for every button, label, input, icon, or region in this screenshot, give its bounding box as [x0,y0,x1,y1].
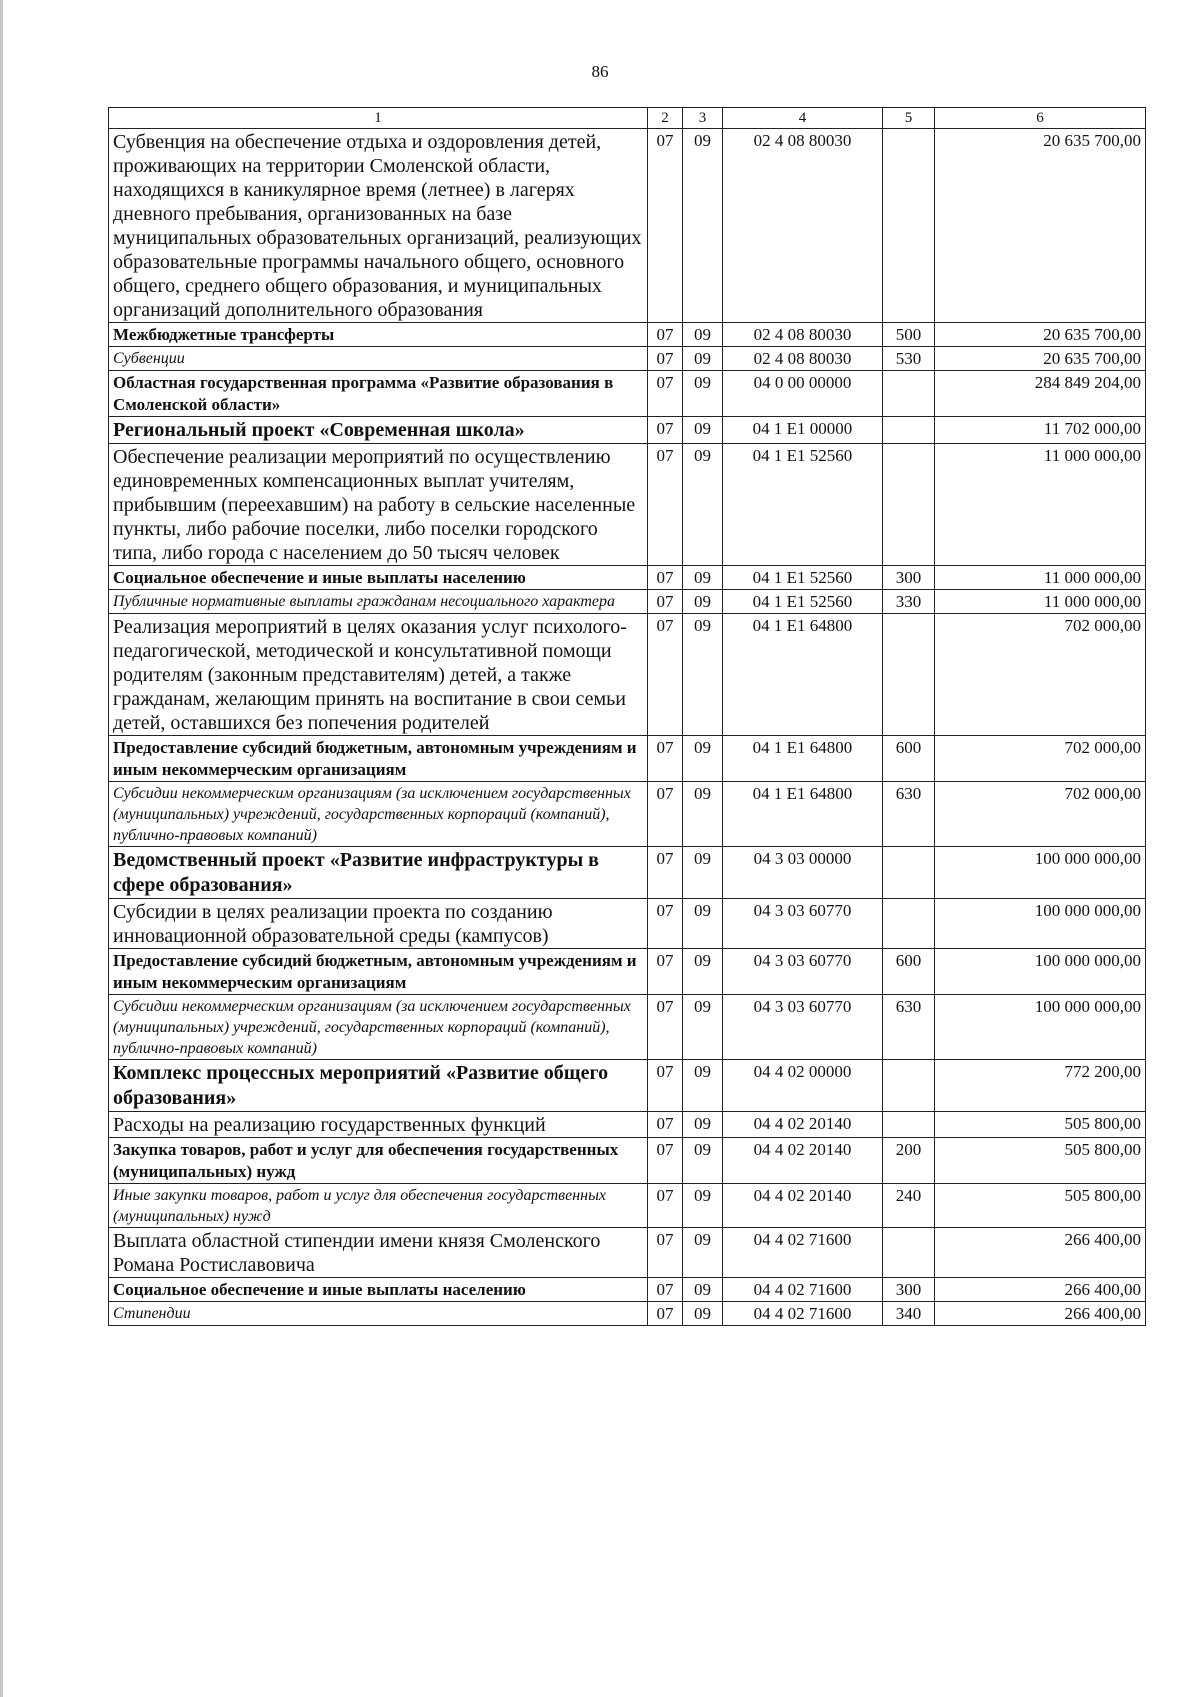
table-row [109,995,1146,1060]
subsection-code-cell: 09 [683,782,723,847]
section-code-cell: 07 [648,590,683,614]
expense-type-cell: 300 [883,1278,935,1302]
section-code-cell: 07 [648,323,683,347]
expense-type-cell [883,899,935,949]
target-article-cell: 04 1 E1 64800 [723,614,883,736]
row-name-cell: Закупка товаров, работ и услуг для обеспечения государственных (муниципальных) нужд [109,1138,648,1184]
amount-cell: 11 000 000,00 [935,566,1146,590]
subsection-code-cell: 09 [683,1184,723,1228]
expense-type-cell: 600 [883,736,935,782]
table-row [109,417,1146,444]
row-name-cell: Публичные нормативные выплаты гражданам несоциального характера [109,590,648,614]
target-article-cell: 04 4 02 20140 [723,1184,883,1228]
target-article-cell: 02 4 08 80030 [723,323,883,347]
table-row [109,444,1146,566]
budget-table [108,107,1146,1326]
expense-type-cell [883,129,935,323]
target-article-cell: 02 4 08 80030 [723,129,883,323]
amount-cell: 702 000,00 [935,736,1146,782]
row-name-cell: Региональный проект «Современная школа» [109,417,648,444]
expense-type-cell: 530 [883,347,935,371]
section-code-cell: 07 [648,1278,683,1302]
expense-type-cell: 330 [883,590,935,614]
table-row [109,129,1146,323]
target-article-cell: 04 1 E1 00000 [723,417,883,444]
section-code-cell: 07 [648,782,683,847]
section-code-cell: 07 [648,899,683,949]
target-article-cell: 02 4 08 80030 [723,347,883,371]
subsection-code-cell: 09 [683,995,723,1060]
expense-type-cell: 600 [883,949,935,995]
row-name-cell: Субсидии некоммерческим организациям (за исключением государственных (муниципальных) учреждений, государственных корпораций (компаний), публично-правовых компаний) [109,995,648,1060]
subsection-code-cell: 09 [683,1060,723,1112]
table-row [109,347,1146,371]
subsection-code-cell: 09 [683,847,723,899]
row-name-cell: Межбюджетные трансферты [109,323,648,347]
subsection-code-cell: 09 [683,949,723,995]
target-article-cell: 04 1 E1 52560 [723,566,883,590]
table-row [109,847,1146,899]
amount-cell: 266 400,00 [935,1278,1146,1302]
target-article-cell: 04 4 02 71600 [723,1302,883,1326]
row-name-cell: Областная государственная программа «Развитие образования в Смоленской области» [109,371,648,417]
table-row [109,782,1146,847]
amount-cell: 11 702 000,00 [935,417,1146,444]
section-code-cell: 07 [648,129,683,323]
table-row [109,1184,1146,1228]
expense-type-cell: 300 [883,566,935,590]
section-code-cell: 07 [648,1228,683,1278]
header-cell: 6 [935,108,1146,129]
expense-type-cell [883,1112,935,1138]
target-article-cell: 04 4 02 71600 [723,1278,883,1302]
amount-cell: 100 000 000,00 [935,995,1146,1060]
header-cell: 3 [683,108,723,129]
row-name-cell: Социальное обеспечение и иные выплаты населению [109,566,648,590]
target-article-cell: 04 1 E1 52560 [723,590,883,614]
section-code-cell: 07 [648,566,683,590]
target-article-cell: 04 4 02 71600 [723,1228,883,1278]
subsection-code-cell: 09 [683,1302,723,1326]
amount-cell: 100 000 000,00 [935,899,1146,949]
header-cell: 5 [883,108,935,129]
table-row [109,1138,1146,1184]
amount-cell: 20 635 700,00 [935,129,1146,323]
row-name-cell: Ведомственный проект «Развитие инфраструктуры в сфере образования» [109,847,648,899]
amount-cell: 772 200,00 [935,1060,1146,1112]
expense-type-cell [883,1060,935,1112]
subsection-code-cell: 09 [683,1112,723,1138]
amount-cell: 266 400,00 [935,1302,1146,1326]
expense-type-cell [883,417,935,444]
target-article-cell: 04 3 03 60770 [723,899,883,949]
table-row [109,323,1146,347]
subsection-code-cell: 09 [683,899,723,949]
table-row [109,1228,1146,1278]
table-row [109,590,1146,614]
section-code-cell: 07 [648,1112,683,1138]
subsection-code-cell: 09 [683,371,723,417]
subsection-code-cell: 09 [683,736,723,782]
table-row [109,1060,1146,1112]
row-name-cell: Субсидии в целях реализации проекта по созданию инновационной образовательной среды (кампусов) [109,899,648,949]
header-cell: 1 [109,108,648,129]
target-article-cell: 04 4 02 00000 [723,1060,883,1112]
row-name-cell: Социальное обеспечение и иные выплаты населению [109,1278,648,1302]
header-cell: 4 [723,108,883,129]
header-row [109,108,1146,129]
table-row [109,1302,1146,1326]
row-name-cell: Обеспечение реализации мероприятий по осуществлению единовременных компенсационных выплат учителям, прибывшим (переехавшим) на работу в сельские населенные пункты, либо рабочие поселки, либо поселки городского типа, либо города с населением до 50 тысяч человек [109,444,648,566]
amount-cell: 702 000,00 [935,782,1146,847]
target-article-cell: 04 1 E1 64800 [723,736,883,782]
amount-cell: 505 800,00 [935,1112,1146,1138]
subsection-code-cell: 09 [683,566,723,590]
expense-type-cell [883,444,935,566]
expense-type-cell [883,847,935,899]
expense-type-cell: 340 [883,1302,935,1326]
row-name-cell: Субсидии некоммерческим организациям (за исключением государственных (муниципальных) учреждений, государственных корпораций (компаний), публично-правовых компаний) [109,782,648,847]
table-row [109,1112,1146,1138]
table-row [109,1278,1146,1302]
section-code-cell: 07 [648,417,683,444]
table-row [109,566,1146,590]
expense-type-cell: 630 [883,782,935,847]
table-row [109,614,1146,736]
expense-type-cell: 200 [883,1138,935,1184]
amount-cell: 100 000 000,00 [935,847,1146,899]
amount-cell: 11 000 000,00 [935,590,1146,614]
section-code-cell: 07 [648,1302,683,1326]
page-number: 86 [591,62,609,81]
section-code-cell: 07 [648,1138,683,1184]
target-article-cell: 04 1 E1 52560 [723,444,883,566]
row-name-cell: Стипендии [109,1302,648,1326]
table-row [109,736,1146,782]
scan-left-edge [0,0,3,1697]
table-row [109,949,1146,995]
amount-cell: 20 635 700,00 [935,347,1146,371]
amount-cell: 505 800,00 [935,1138,1146,1184]
subsection-code-cell: 09 [683,417,723,444]
subsection-code-cell: 09 [683,323,723,347]
amount-cell: 11 000 000,00 [935,444,1146,566]
amount-cell: 100 000 000,00 [935,949,1146,995]
section-code-cell: 07 [648,444,683,566]
expense-type-cell: 630 [883,995,935,1060]
subsection-code-cell: 09 [683,444,723,566]
expense-type-cell [883,614,935,736]
row-name-cell: Предоставление субсидий бюджетным, автономным учреждениям и иным некоммерческим организациям [109,949,648,995]
row-name-cell: Иные закупки товаров, работ и услуг для обеспечения государственных (муниципальных) нужд [109,1184,648,1228]
target-article-cell: 04 3 03 60770 [723,995,883,1060]
expense-type-cell [883,1228,935,1278]
subsection-code-cell: 09 [683,347,723,371]
section-code-cell: 07 [648,736,683,782]
row-name-cell: Субвенция на обеспечение отдыха и оздоровления детей, проживающих на территории Смоленской области, находящихся в каникулярное время (летнее) в лагерях дневного пребывания, организованных на базе муниципальных образовательных организаций, реализующих образовательные программы начального общего, основного общего, среднего общего образования, и муниципальных организаций дополнительного образования [109,129,648,323]
section-code-cell: 07 [648,1184,683,1228]
target-article-cell: 04 1 E1 64800 [723,782,883,847]
subsection-code-cell: 09 [683,590,723,614]
amount-cell: 505 800,00 [935,1184,1146,1228]
amount-cell: 702 000,00 [935,614,1146,736]
subsection-code-cell: 09 [683,1278,723,1302]
section-code-cell: 07 [648,847,683,899]
header-cell: 2 [648,108,683,129]
subsection-code-cell: 09 [683,614,723,736]
amount-cell: 284 849 204,00 [935,371,1146,417]
row-name-cell: Выплата областной стипендии имени князя Смоленского Романа Ростиславовича [109,1228,648,1278]
row-name-cell: Субвенции [109,347,648,371]
table-row [109,371,1146,417]
section-code-cell: 07 [648,614,683,736]
expense-type-cell [883,371,935,417]
section-code-cell: 07 [648,949,683,995]
row-name-cell: Расходы на реализацию государственных функций [109,1112,648,1138]
amount-cell: 20 635 700,00 [935,323,1146,347]
target-article-cell: 04 3 03 00000 [723,847,883,899]
section-code-cell: 07 [648,1060,683,1112]
row-name-cell: Реализация мероприятий в целях оказания услуг психолого-педагогической, методической и консультативной помощи родителям (законным представителям) детей, а также гражданам, желающим принять на воспитание в свои семьи детей, оставшихся без попечения родителей [109,614,648,736]
target-article-cell: 04 4 02 20140 [723,1112,883,1138]
row-name-cell: Комплекс процессных мероприятий «Развитие общего образования» [109,1060,648,1112]
row-name-cell: Предоставление субсидий бюджетным, автономным учреждениям и иным некоммерческим организациям [109,736,648,782]
target-article-cell: 04 0 00 00000 [723,371,883,417]
section-code-cell: 07 [648,371,683,417]
target-article-cell: 04 4 02 20140 [723,1138,883,1184]
section-code-cell: 07 [648,347,683,371]
amount-cell: 266 400,00 [935,1228,1146,1278]
expense-type-cell: 240 [883,1184,935,1228]
section-code-cell: 07 [648,995,683,1060]
target-article-cell: 04 3 03 60770 [723,949,883,995]
subsection-code-cell: 09 [683,1138,723,1184]
subsection-code-cell: 09 [683,129,723,323]
expense-type-cell: 500 [883,323,935,347]
subsection-code-cell: 09 [683,1228,723,1278]
table-row [109,899,1146,949]
